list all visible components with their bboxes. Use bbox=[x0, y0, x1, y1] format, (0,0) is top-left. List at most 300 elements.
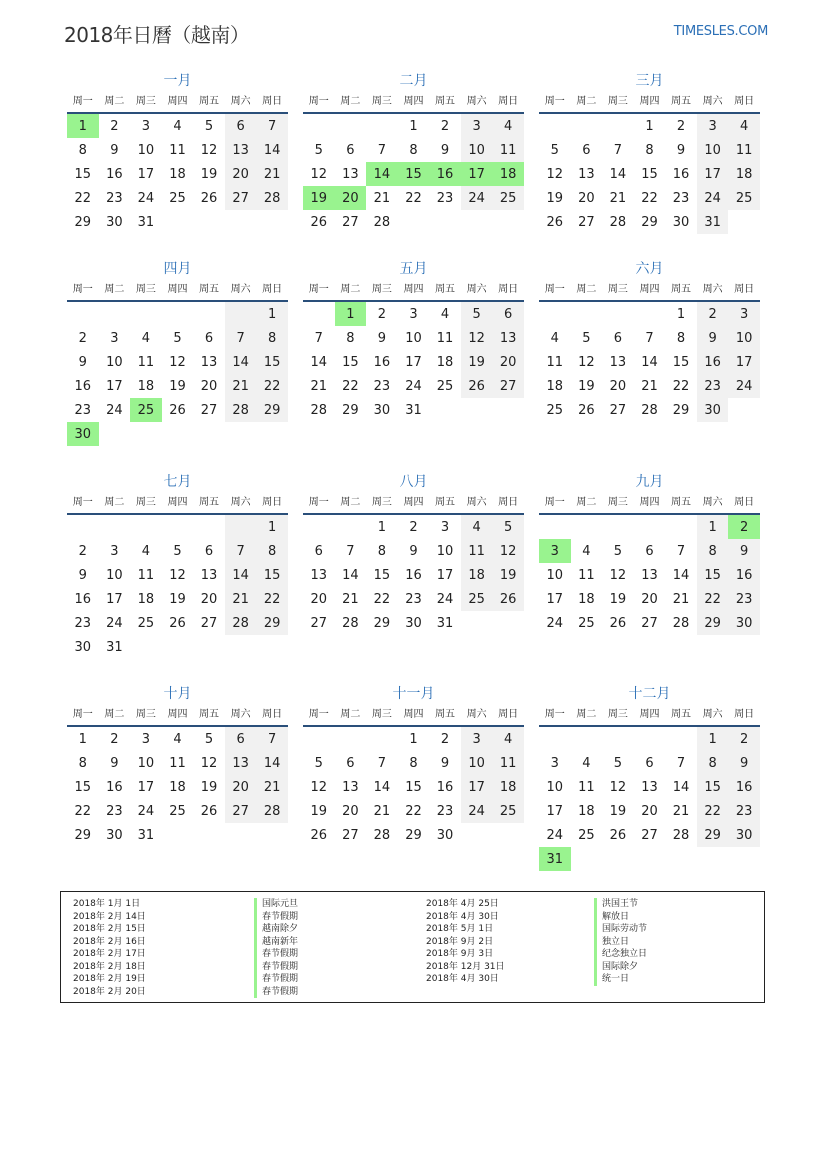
day-cell: 2 bbox=[676, 118, 686, 134]
day-cell: 22 bbox=[256, 587, 288, 611]
day-cell: 21 bbox=[672, 591, 690, 607]
day-cell: 5 bbox=[173, 543, 182, 559]
day-cell: 14 bbox=[225, 563, 257, 587]
weekday-label: 周六 bbox=[230, 96, 251, 107]
day-cell: 1 bbox=[256, 302, 288, 326]
day-cell: 2 bbox=[78, 543, 87, 559]
day-cell: 28 bbox=[609, 214, 627, 230]
weekday-header bbox=[539, 92, 760, 114]
day-cell: 30 bbox=[74, 639, 92, 655]
weekday-label: 周六 bbox=[702, 709, 723, 720]
day-cell: 29 bbox=[74, 214, 92, 230]
legend-holiday-name: 纪念独立日 bbox=[594, 948, 647, 961]
day-cell: 17 bbox=[106, 378, 123, 394]
weekday-label: 周一 bbox=[544, 284, 565, 295]
holiday-day-cell: 3 bbox=[539, 539, 571, 563]
weekday-label: 周四 bbox=[403, 96, 424, 107]
legend-dates-left bbox=[73, 898, 146, 998]
day-cell: 22 bbox=[641, 190, 658, 206]
day-cell: 18 bbox=[169, 166, 186, 182]
day-cell: 24 bbox=[106, 615, 123, 631]
month-name: 十二月 bbox=[628, 686, 671, 702]
day-cell: 11 bbox=[137, 567, 155, 583]
month-name: 一月 bbox=[163, 73, 192, 89]
day-cell: 26 bbox=[200, 803, 218, 819]
day-grid bbox=[539, 302, 760, 422]
day-cell: 14 bbox=[256, 751, 288, 775]
day-cell: 11 bbox=[137, 354, 155, 370]
day-cell: 3 bbox=[461, 114, 493, 138]
weekday-label: 周六 bbox=[702, 96, 723, 107]
empty-cell bbox=[634, 515, 666, 539]
weekday-label: 周五 bbox=[199, 96, 220, 107]
day-cell: 2 bbox=[440, 731, 450, 747]
day-cell: 10 bbox=[697, 138, 729, 162]
legend-holiday-name: 春节假期 bbox=[254, 986, 298, 999]
day-cell: 15 bbox=[641, 166, 658, 182]
day-cell: 17 bbox=[697, 162, 729, 186]
empty-cell bbox=[335, 515, 367, 539]
holiday-day-cell: 16 bbox=[429, 162, 461, 186]
day-cell: 12 bbox=[169, 354, 186, 370]
day-cell: 10 bbox=[546, 567, 564, 583]
weekday-label: 周五 bbox=[199, 284, 220, 295]
weekday-label: 周二 bbox=[104, 709, 125, 720]
day-cell: 28 bbox=[672, 615, 690, 631]
day-cell: 24 bbox=[728, 374, 760, 398]
day-cell: 6 bbox=[204, 543, 214, 559]
weekday-label: 周五 bbox=[199, 709, 220, 720]
day-cell: 11 bbox=[169, 755, 186, 771]
day-cell: 16 bbox=[74, 378, 92, 394]
day-cell: 7 bbox=[676, 543, 686, 559]
empty-cell bbox=[225, 515, 257, 539]
weekday-label: 周一 bbox=[72, 709, 93, 720]
day-cell: 9 bbox=[697, 326, 729, 350]
day-cell: 21 bbox=[342, 591, 359, 607]
day-cell: 30 bbox=[106, 827, 123, 843]
day-cell: 12 bbox=[310, 779, 328, 795]
weekday-label: 周六 bbox=[466, 709, 487, 720]
day-cell: 11 bbox=[169, 142, 186, 158]
weekday-label: 周二 bbox=[576, 284, 597, 295]
legend-date: 2018年 2月 14日 bbox=[73, 911, 146, 922]
brand-link[interactable]: TIMESLES.COM bbox=[673, 24, 768, 39]
month-name: 十月 bbox=[163, 686, 192, 702]
day-cell: 19 bbox=[609, 591, 627, 607]
day-cell: 10 bbox=[461, 138, 493, 162]
day-cell: 27 bbox=[342, 214, 359, 230]
day-cell: 25 bbox=[578, 615, 595, 631]
legend-holiday-name: 国际元旦 bbox=[254, 898, 298, 911]
day-grid bbox=[539, 515, 760, 635]
empty-cell bbox=[571, 302, 603, 326]
empty-cell bbox=[571, 114, 603, 138]
day-cell: 13 bbox=[342, 166, 359, 182]
day-cell: 2 bbox=[409, 519, 418, 535]
day-cell: 15 bbox=[672, 354, 690, 370]
day-cell: 19 bbox=[609, 803, 627, 819]
empty-cell bbox=[193, 515, 225, 539]
weekday-label: 周三 bbox=[135, 284, 156, 295]
legend-date: 2018年 2月 16日 bbox=[73, 936, 146, 947]
weekday-header bbox=[67, 280, 288, 302]
day-cell: 23 bbox=[697, 374, 729, 398]
day-cell: 10 bbox=[461, 751, 493, 775]
weekday-label: 周五 bbox=[435, 497, 456, 508]
day-cell: 29 bbox=[74, 827, 92, 843]
empty-cell bbox=[193, 302, 225, 326]
day-cell: 6 bbox=[582, 142, 591, 158]
day-cell: 16 bbox=[728, 563, 760, 587]
day-cell: 26 bbox=[609, 827, 627, 843]
legend-date: 2018年 5月 1日 bbox=[426, 924, 494, 934]
day-cell: 26 bbox=[169, 402, 186, 418]
day-cell: 16 bbox=[405, 567, 422, 583]
month-calendar bbox=[67, 471, 288, 659]
day-cell: 7 bbox=[256, 114, 288, 138]
day-cell: 17 bbox=[728, 350, 760, 374]
day-cell: 7 bbox=[377, 755, 387, 771]
weekday-label: 周二 bbox=[340, 709, 361, 720]
day-cell: 6 bbox=[645, 543, 654, 559]
weekday-label: 周六 bbox=[230, 497, 251, 508]
day-cell: 5 bbox=[550, 142, 559, 158]
weekday-label: 周六 bbox=[702, 284, 723, 295]
month-calendar bbox=[67, 70, 288, 234]
weekday-label: 周二 bbox=[104, 497, 125, 508]
empty-cell bbox=[366, 727, 398, 751]
month-name: 九月 bbox=[635, 474, 664, 490]
day-cell: 4 bbox=[582, 755, 591, 771]
day-cell: 27 bbox=[200, 615, 218, 631]
weekday-label: 周日 bbox=[262, 284, 283, 295]
holiday-day-cell: 31 bbox=[539, 847, 571, 871]
empty-cell bbox=[99, 515, 131, 539]
day-cell: 29 bbox=[256, 611, 288, 635]
day-cell: 20 bbox=[641, 803, 658, 819]
day-cell: 1 bbox=[377, 519, 387, 535]
day-cell: 3 bbox=[141, 118, 151, 134]
day-cell: 21 bbox=[256, 162, 288, 186]
weekday-label: 周日 bbox=[262, 709, 283, 720]
month-calendar bbox=[67, 258, 288, 446]
day-cell: 12 bbox=[492, 539, 524, 563]
weekday-label: 周四 bbox=[639, 709, 660, 720]
weekday-label: 周三 bbox=[135, 497, 156, 508]
day-cell: 24 bbox=[461, 799, 493, 823]
day-cell: 26 bbox=[310, 214, 328, 230]
day-cell: 27 bbox=[200, 402, 218, 418]
day-cell: 14 bbox=[256, 138, 288, 162]
day-cell: 13 bbox=[225, 138, 257, 162]
day-cell: 23 bbox=[373, 378, 391, 394]
legend-date: 2018年 9月 3日 bbox=[426, 949, 494, 959]
legend-holiday-name: 洪国王节 bbox=[594, 898, 647, 911]
month-calendar bbox=[303, 471, 524, 635]
day-cell: 15 bbox=[256, 350, 288, 374]
day-cell: 31 bbox=[106, 639, 123, 655]
day-cell: 5 bbox=[613, 543, 623, 559]
day-cell: 11 bbox=[461, 539, 493, 563]
day-cell: 28 bbox=[641, 402, 658, 418]
day-cell: 4 bbox=[141, 330, 151, 346]
day-cell: 5 bbox=[492, 515, 524, 539]
weekday-label: 周日 bbox=[262, 497, 283, 508]
day-cell: 13 bbox=[492, 326, 524, 350]
day-cell: 10 bbox=[106, 567, 123, 583]
day-cell: 13 bbox=[578, 166, 595, 182]
day-cell: 23 bbox=[405, 591, 422, 607]
day-cell: 24 bbox=[546, 615, 564, 631]
weekday-label: 周四 bbox=[167, 96, 188, 107]
day-cell: 8 bbox=[676, 330, 686, 346]
day-cell: 8 bbox=[409, 755, 418, 771]
day-cell: 19 bbox=[200, 166, 218, 182]
weekday-header bbox=[303, 92, 524, 114]
weekday-label: 周四 bbox=[639, 497, 660, 508]
day-cell: 24 bbox=[405, 378, 422, 394]
legend-holiday-name: 春节假期 bbox=[254, 961, 298, 974]
day-cell: 20 bbox=[342, 803, 359, 819]
day-cell: 19 bbox=[200, 779, 218, 795]
day-cell: 10 bbox=[436, 543, 454, 559]
weekday-label: 周三 bbox=[607, 96, 628, 107]
weekday-label: 周一 bbox=[544, 497, 565, 508]
empty-cell bbox=[634, 302, 666, 326]
day-cell: 2 bbox=[440, 118, 450, 134]
legend-date: 2018年 4月 25日 bbox=[426, 899, 499, 909]
day-cell: 13 bbox=[225, 751, 257, 775]
day-cell: 28 bbox=[373, 214, 391, 230]
day-cell: 6 bbox=[204, 330, 214, 346]
day-cell: 26 bbox=[546, 214, 564, 230]
legend-holiday-name: 统一日 bbox=[594, 973, 647, 986]
weekday-label: 周六 bbox=[230, 284, 251, 295]
day-cell: 1 bbox=[645, 118, 654, 134]
day-cell: 18 bbox=[578, 803, 595, 819]
holiday-day-cell: 1 bbox=[67, 114, 99, 138]
legend-names-left bbox=[254, 898, 298, 998]
weekday-header bbox=[539, 705, 760, 727]
holiday-day-cell: 2 bbox=[728, 515, 760, 539]
day-cell: 20 bbox=[310, 591, 328, 607]
day-cell: 16 bbox=[373, 354, 391, 370]
day-cell: 1 bbox=[78, 731, 87, 747]
day-cell: 12 bbox=[546, 166, 564, 182]
day-cell: 8 bbox=[346, 330, 355, 346]
day-cell: 27 bbox=[225, 186, 257, 210]
day-cell: 17 bbox=[405, 354, 422, 370]
weekday-label: 周二 bbox=[104, 96, 125, 107]
weekday-label: 周四 bbox=[167, 284, 188, 295]
day-cell: 11 bbox=[578, 567, 595, 583]
day-cell: 29 bbox=[405, 827, 422, 843]
day-cell: 31 bbox=[137, 214, 155, 230]
day-cell: 24 bbox=[546, 827, 564, 843]
day-cell: 31 bbox=[436, 615, 454, 631]
day-cell: 4 bbox=[440, 306, 450, 322]
weekday-label: 周二 bbox=[104, 284, 125, 295]
day-cell: 7 bbox=[645, 330, 654, 346]
day-cell: 22 bbox=[405, 190, 422, 206]
day-cell: 19 bbox=[310, 803, 328, 819]
day-cell: 28 bbox=[672, 827, 690, 843]
holiday-day-cell: 1 bbox=[335, 302, 367, 326]
month-name: 六月 bbox=[635, 261, 664, 277]
day-cell: 12 bbox=[609, 779, 627, 795]
day-cell: 18 bbox=[578, 591, 595, 607]
day-cell: 14 bbox=[672, 567, 690, 583]
legend-date: 2018年 1月 1日 bbox=[73, 899, 141, 909]
weekday-label: 周六 bbox=[702, 497, 723, 508]
day-cell: 6 bbox=[225, 727, 257, 751]
weekday-label: 周一 bbox=[544, 96, 565, 107]
month-name: 八月 bbox=[399, 474, 428, 490]
weekday-header bbox=[303, 280, 524, 302]
day-cell: 21 bbox=[310, 378, 328, 394]
weekday-label: 周六 bbox=[230, 709, 251, 720]
day-cell: 16 bbox=[74, 591, 92, 607]
legend-date: 2018年 4月 30日 bbox=[426, 974, 499, 984]
day-cell: 27 bbox=[578, 214, 595, 230]
day-cell: 7 bbox=[225, 539, 257, 563]
weekday-label: 周五 bbox=[671, 709, 692, 720]
weekday-label: 周一 bbox=[72, 284, 93, 295]
day-cell: 31 bbox=[697, 210, 729, 234]
day-cell: 15 bbox=[697, 775, 729, 799]
empty-cell bbox=[571, 727, 603, 751]
day-cell: 18 bbox=[461, 563, 493, 587]
day-cell: 25 bbox=[461, 587, 493, 611]
weekday-label: 周五 bbox=[671, 497, 692, 508]
day-cell: 13 bbox=[641, 779, 658, 795]
weekday-label: 周一 bbox=[308, 284, 329, 295]
day-cell: 22 bbox=[697, 799, 729, 823]
day-cell: 20 bbox=[200, 591, 218, 607]
day-cell: 23 bbox=[672, 190, 690, 206]
holiday-day-cell: 18 bbox=[492, 162, 524, 186]
empty-cell bbox=[602, 302, 634, 326]
legend-holiday-name: 越南新年 bbox=[254, 936, 298, 949]
day-cell: 9 bbox=[110, 142, 119, 158]
day-cell: 3 bbox=[409, 306, 418, 322]
day-cell: 23 bbox=[728, 587, 760, 611]
day-cell: 21 bbox=[609, 190, 627, 206]
holiday-day-cell: 15 bbox=[398, 162, 430, 186]
empty-cell bbox=[602, 114, 634, 138]
day-cell: 21 bbox=[225, 587, 257, 611]
empty-cell bbox=[539, 302, 571, 326]
day-cell: 14 bbox=[225, 350, 257, 374]
day-cell: 7 bbox=[225, 326, 257, 350]
legend-holiday-name: 国际劳动节 bbox=[594, 923, 647, 936]
day-cell: 28 bbox=[225, 398, 257, 422]
day-grid bbox=[303, 302, 524, 422]
day-cell: 30 bbox=[373, 402, 391, 418]
empty-cell bbox=[67, 515, 99, 539]
day-cell: 4 bbox=[173, 731, 182, 747]
day-cell: 2 bbox=[697, 302, 729, 326]
day-cell: 19 bbox=[169, 378, 186, 394]
day-cell: 11 bbox=[546, 354, 564, 370]
day-cell: 20 bbox=[609, 378, 627, 394]
day-cell: 15 bbox=[373, 567, 391, 583]
legend-dates-right bbox=[426, 898, 505, 986]
weekday-label: 周日 bbox=[734, 284, 755, 295]
day-grid bbox=[67, 302, 288, 446]
day-cell: 28 bbox=[225, 611, 257, 635]
day-cell: 8 bbox=[256, 539, 288, 563]
legend-date: 2018年 2月 15日 bbox=[73, 924, 146, 934]
day-cell: 22 bbox=[342, 378, 359, 394]
day-cell: 30 bbox=[728, 823, 760, 847]
day-grid bbox=[303, 515, 524, 635]
empty-cell bbox=[539, 727, 571, 751]
day-cell: 22 bbox=[373, 591, 391, 607]
day-cell: 13 bbox=[200, 567, 218, 583]
weekday-label: 周日 bbox=[734, 96, 755, 107]
day-cell: 1 bbox=[409, 118, 418, 134]
weekday-header bbox=[539, 493, 760, 515]
day-cell: 25 bbox=[137, 615, 155, 631]
weekday-label: 周三 bbox=[371, 284, 392, 295]
day-cell: 3 bbox=[728, 302, 760, 326]
empty-cell bbox=[602, 727, 634, 751]
day-cell: 25 bbox=[169, 190, 186, 206]
day-cell: 1 bbox=[676, 306, 686, 322]
day-cell: 2 bbox=[728, 727, 760, 751]
legend-holiday-name: 国际除夕 bbox=[594, 961, 647, 974]
weekday-label: 周日 bbox=[262, 96, 283, 107]
weekday-label: 周五 bbox=[199, 497, 220, 508]
day-cell: 31 bbox=[405, 402, 422, 418]
day-cell: 2 bbox=[110, 118, 119, 134]
day-cell: 28 bbox=[256, 186, 288, 210]
weekday-label: 周三 bbox=[371, 709, 392, 720]
day-cell: 5 bbox=[314, 755, 323, 771]
weekday-label: 周二 bbox=[576, 497, 597, 508]
day-cell: 16 bbox=[436, 779, 454, 795]
day-cell: 15 bbox=[256, 563, 288, 587]
day-cell: 21 bbox=[373, 803, 391, 819]
weekday-header bbox=[303, 493, 524, 515]
weekday-label: 周五 bbox=[435, 284, 456, 295]
day-cell: 4 bbox=[173, 118, 182, 134]
weekday-header bbox=[67, 493, 288, 515]
day-cell: 15 bbox=[405, 779, 422, 795]
day-cell: 22 bbox=[74, 803, 92, 819]
day-cell: 26 bbox=[200, 190, 218, 206]
day-cell: 29 bbox=[342, 402, 359, 418]
holiday-day-cell: 25 bbox=[130, 398, 162, 422]
day-cell: 8 bbox=[78, 755, 87, 771]
day-cell: 30 bbox=[436, 827, 454, 843]
day-cell: 11 bbox=[492, 751, 524, 775]
day-cell: 3 bbox=[141, 731, 151, 747]
day-cell: 9 bbox=[78, 567, 87, 583]
day-cell: 4 bbox=[550, 330, 559, 346]
day-cell: 29 bbox=[641, 214, 658, 230]
empty-cell bbox=[162, 302, 194, 326]
day-cell: 23 bbox=[436, 190, 454, 206]
day-cell: 18 bbox=[728, 162, 760, 186]
day-cell: 23 bbox=[74, 615, 92, 631]
day-cell: 8 bbox=[697, 751, 729, 775]
empty-cell bbox=[665, 515, 697, 539]
day-cell: 9 bbox=[728, 539, 760, 563]
empty-cell bbox=[539, 114, 571, 138]
